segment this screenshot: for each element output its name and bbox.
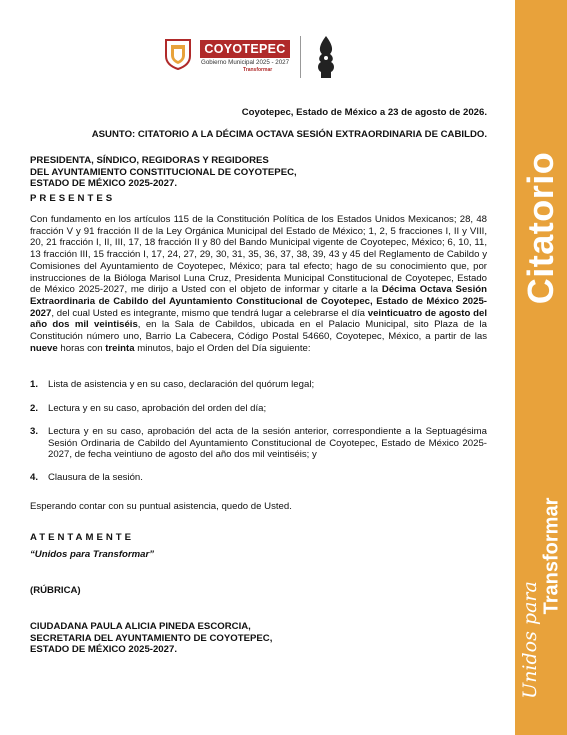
signer-line: SECRETARIA DEL AYUNTAMIENTO DE COYOTEPEC, <box>30 632 273 644</box>
coyotepec-logo: COYOTEPEC <box>200 40 290 58</box>
session-minutes: treinta <box>105 342 135 354</box>
motto: “Unidos para Transformar” <box>30 549 155 560</box>
session-name: Décima Octava Sesión Extraordinaria de Cabildo del Ayuntamiento Constitucional de Coyotepec, Estado de México 2025-2027 <box>30 284 487 319</box>
body-text: horas con <box>57 342 106 354</box>
agenda-number: 2. <box>30 403 39 414</box>
municipal-shield-icon <box>163 38 193 70</box>
agenda-item <box>30 426 487 461</box>
agenda-item <box>30 403 487 415</box>
body-text: , en la Sala de Cabildos, ubicada en el Palacio Municipal, sito Plaza de la Constitución número uno, Barrio La Cabecera, Código Postal 54660, Coyotepec, México, a partir de las <box>30 319 487 343</box>
agenda-text: Lectura y en su caso, aprobación del orden del día; <box>48 403 267 414</box>
agenda-number: 1. <box>30 379 39 390</box>
agenda-number: 4. <box>30 472 39 483</box>
logo-tag: Transformar <box>243 67 273 73</box>
signer-line: CIUDADANA PAULA ALICIA PINEDA ESCORCIA, <box>30 621 251 632</box>
band-title: Citatorio <box>520 151 561 305</box>
body-text: , del cual Usted es integrante, mismo que tendrá lugar a celebrarse el día <box>51 307 368 319</box>
emblem-icon <box>313 34 339 80</box>
agenda-number: 3. <box>30 426 39 437</box>
signer-line: ESTADO DE MÉXICO 2025-2027. <box>30 644 177 656</box>
band-slogan-bold: Transformar <box>540 497 563 615</box>
addressee-line: DEL AYUNTAMIENTO CONSTITUCIONAL DE COYOTEPEC, <box>30 166 297 178</box>
agenda-text: Clausura de la sesión. <box>48 472 143 483</box>
body-text: Con fundamento en los artículos 115 de la Constitución Política de los Estados Unidos Mexicanos; 28, 48 fracción V y 91 fracción II de la Ley Orgánica Municipal del Estado de México; 1, 2, 5 fracciones I, II y VIII, 20, 21 fracción I, II, III, 17, 18 fracción II y 80 del Bando Municipal vigente de Coyotepec, México; 6, 10, 11, 13 fracción III, 15 fracción I, 17, 24, 27, 29, 30, 31, 35, 36, 37, 38, 39, 43 y 45 del Reglamento de Cabildo y Comisiones del Ayuntamiento de Coyotepec, México; para tal efecto; hago de su conocimiento que, por instrucciones de la Bióloga Marisol Luna Cruz, Presidenta Municipal Constitucional de Coyotepec, Estado de México 2025-2027, me dirijo a Usted con el objeto de informar y citarle a la <box>30 214 487 296</box>
addressee-block <box>30 155 430 190</box>
closing-line: Esperando contar con su puntual asistencia, quedo de Usted. <box>30 501 292 512</box>
subject-line: ASUNTO: CITATORIO A LA DÉCIMA OCTAVA SESIÓN EXTRAORDINARIA DE CABILDO. <box>91 129 487 140</box>
atentamente-heading: ATENTAMENTE <box>30 532 135 543</box>
logo-divider <box>300 36 301 78</box>
addressee-line: PRESIDENTA, SÍNDICO, REGIDORAS Y REGIDORES <box>30 155 269 166</box>
body-text: minutos, bajo el Orden del Día siguiente: <box>134 342 311 354</box>
agenda-text: Lista de asistencia y en su caso, declaración del quórum legal; <box>48 379 315 390</box>
signer-block <box>30 621 430 656</box>
presentes-heading: PRESENTES <box>30 193 116 204</box>
agenda-item <box>30 472 487 484</box>
rubrica-label: (RÚBRICA) <box>30 585 81 596</box>
date-line: Coyotepec, Estado de México a 23 de agosto de 2026. <box>241 107 487 118</box>
body-paragraph <box>30 214 487 354</box>
session-hour: nueve <box>30 342 58 354</box>
band-slogan-script: Unidos para <box>519 581 541 699</box>
agenda-item <box>30 379 487 391</box>
addressee-line: ESTADO DE MÉXICO 2025-2027. <box>30 178 177 190</box>
agenda-text: Lectura y en su caso, aprobación del acta de la sesión anterior, correspondiente a la Septuagésima Sesión Ordinaria de Cabildo del Ayuntamiento Constitucional de Coyotepec, Estado de México 2025-2027, de fecha veintiuno de agosto del año dos mil veintiséis; y <box>48 426 487 461</box>
logo-subtitle: Gobierno Municipal 2025 - 2027 <box>201 59 290 66</box>
session-date: veinticuatro de agosto del año dos mil veintiséis <box>30 307 487 331</box>
